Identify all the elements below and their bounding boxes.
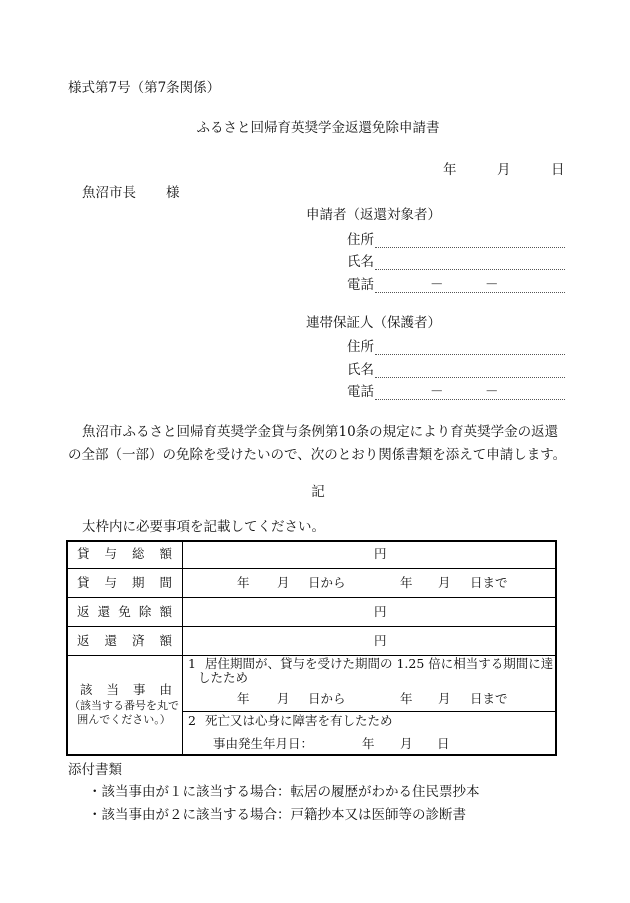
to-month-label: 月 xyxy=(438,575,451,590)
exemption-amount-row xyxy=(66,598,557,627)
applicant-address-label: 住所 xyxy=(347,232,374,248)
yen-unit: 円 xyxy=(374,633,387,648)
table-instruction: 太枠内に必要事項を記載してください。 xyxy=(82,519,325,535)
addressee-name: 魚沼市長 xyxy=(82,185,136,201)
loan-period-label-cell xyxy=(66,569,182,597)
occurrence-year-label: 年 xyxy=(362,736,375,751)
form-number: 様式第7号（第7条関係） xyxy=(68,80,221,96)
details-table xyxy=(66,540,557,756)
attachments-heading: 添付書類 xyxy=(68,762,122,778)
guarantor-heading: 連帯保証人（保護者） xyxy=(306,315,441,331)
applicant-name-field[interactable] xyxy=(375,254,565,270)
guarantor-name-field[interactable] xyxy=(375,362,565,378)
form-title: ふるさと回帰育英奨学金返還免除申請書 xyxy=(196,120,440,136)
reason-option-1[interactable] xyxy=(183,656,557,711)
column-divider xyxy=(182,540,183,756)
to-year-label: 年 xyxy=(400,691,413,706)
attachment-item: ・該当事由が１に該当する場合：転居の履歴がわかる住民票抄本 xyxy=(88,784,480,800)
guarantor-address-label: 住所 xyxy=(347,339,374,355)
date-year-label: 年 xyxy=(443,162,457,178)
applicant-phone-label: 電話 xyxy=(347,277,374,293)
occurrence-month-label: 月 xyxy=(400,736,413,751)
date-day-label: 日 xyxy=(551,162,565,178)
reason-value-cell xyxy=(183,656,557,756)
loan-period-row xyxy=(66,569,557,598)
applicant-name-label: 氏名 xyxy=(347,254,374,270)
reason-label-cell xyxy=(66,656,182,756)
to-year-label: 年 xyxy=(400,575,413,590)
option-text: 死亡又は心身に障害を有したため xyxy=(205,713,393,728)
exemption-amount-value-cell[interactable] xyxy=(183,598,557,626)
loan-total-label-cell xyxy=(66,540,182,568)
from-day-label: 日から xyxy=(308,575,346,590)
phone-separator: － xyxy=(430,277,444,293)
yen-unit: 円 xyxy=(374,604,387,619)
reason-note: 囲んでください。） xyxy=(77,713,171,726)
phone-separator: － xyxy=(485,277,499,293)
occurrence-date-label: 事由発生年月日： xyxy=(213,736,314,751)
exemption-amount-label-cell xyxy=(66,598,182,626)
statement-line: 魚沼市ふるさと回帰育英奨学金貸与条例第10条の規定により育英奨学金の返還 xyxy=(82,424,559,440)
addressee-honorific: 様 xyxy=(166,185,180,201)
loan-total-row xyxy=(66,540,557,569)
guarantor-address-field[interactable] xyxy=(375,339,565,355)
to-day-label: 日まで xyxy=(470,691,508,706)
exemption-amount-label: 返還免除額 xyxy=(77,604,172,619)
from-year-label: 年 xyxy=(237,575,250,590)
reason-note: （該当する番号を丸で xyxy=(69,699,179,712)
reason-row xyxy=(66,656,557,756)
loan-period-value-cell[interactable] xyxy=(183,569,557,597)
guarantor-name-label: 氏名 xyxy=(347,362,374,378)
reason-option-2[interactable] xyxy=(183,712,557,756)
ki-heading: 記 xyxy=(311,484,325,500)
to-month-label: 月 xyxy=(438,691,451,706)
occurrence-day-label: 日 xyxy=(437,736,450,751)
phone-separator: － xyxy=(430,384,444,400)
option-text: したため xyxy=(198,670,249,685)
applicant-phone-field[interactable] xyxy=(375,277,565,293)
reason-label: 該当事由 xyxy=(80,682,172,697)
loan-total-value-cell[interactable] xyxy=(183,540,557,568)
from-month-label: 月 xyxy=(277,575,290,590)
option-number[interactable]: 2 xyxy=(188,713,196,728)
yen-unit: 円 xyxy=(374,546,387,561)
from-year-label: 年 xyxy=(237,691,250,706)
guarantor-phone-field[interactable] xyxy=(375,384,565,400)
date-month-label: 月 xyxy=(497,162,511,178)
repaid-amount-label: 返還済額 xyxy=(77,633,172,648)
applicant-address-field[interactable] xyxy=(375,232,565,248)
to-day-label: 日まで xyxy=(470,575,508,590)
from-month-label: 月 xyxy=(277,691,290,706)
applicant-heading: 申請者（返還対象者） xyxy=(306,207,441,223)
loan-total-label: 貸与総額 xyxy=(77,546,172,561)
repaid-amount-label-cell xyxy=(66,627,182,655)
attachment-item: ・該当事由が２に該当する場合：戸籍抄本又は医師等の診断書 xyxy=(88,807,466,823)
loan-period-label: 貸与期間 xyxy=(77,575,172,590)
option-text: 居住期間が、貸与を受けた期間の 1.25 倍に相当する期間に達 xyxy=(205,656,554,671)
statement-line: の全部（一部）の免除を受けたいので、次のとおり関係書類を添えて申請します。 xyxy=(68,447,567,463)
guarantor-phone-label: 電話 xyxy=(347,384,374,400)
phone-separator: － xyxy=(485,384,499,400)
from-day-label: 日から xyxy=(308,691,346,706)
repaid-amount-value-cell[interactable] xyxy=(183,627,557,655)
repaid-amount-row xyxy=(66,627,557,656)
option-number[interactable]: 1 xyxy=(188,656,196,671)
